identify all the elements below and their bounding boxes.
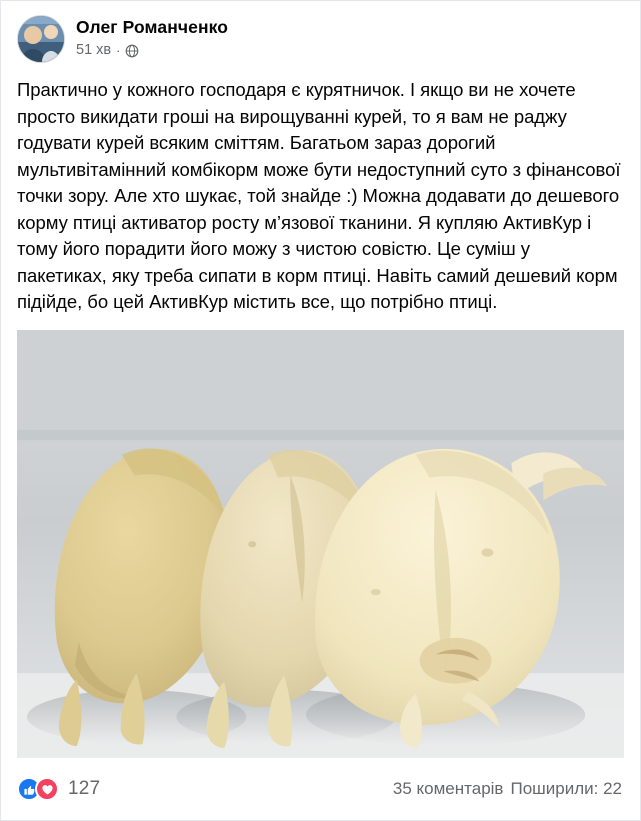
reaction-count: 127 bbox=[68, 778, 101, 799]
globe-icon[interactable] bbox=[125, 44, 139, 58]
reactions-summary[interactable] bbox=[17, 777, 100, 801]
post-image[interactable] bbox=[17, 330, 624, 759]
post-meta bbox=[76, 42, 228, 59]
post-text: Практично у кожного господаря є курятничок. І якщо ви не хочете просто викидати гроші на вирощуванні курей, то я вам не раджу годувати курей всяким сміттям. Багатьом зараз дорогий мультивітамінний комбікорм може бути недоступний суто з фінансової точки зору. Але хто шукає, той знайде :) Можна додавати до дешевого корму птиці активатор росту м’язової тканини. Я купляю АктивКур і тому його порадити його можу з чистою совістю. Це суміш у пакетиках, яку треба сипати в корм птиці. Навіть самий дешевий корм підійде, бо цей АктивКур містить все, що потрібно птиці. bbox=[17, 79, 626, 312]
post-timestamp[interactable]: 51 хв bbox=[76, 42, 112, 58]
meta-separator: · bbox=[116, 43, 121, 58]
comments-count[interactable]: 35 коментарів bbox=[392, 779, 504, 798]
shares-count[interactable]: Поширили: 22 bbox=[510, 779, 622, 798]
heart-icon bbox=[35, 777, 59, 801]
post-header bbox=[1, 1, 640, 63]
avatar-photo-icon bbox=[18, 16, 64, 62]
post-header-text bbox=[76, 15, 228, 59]
avatar[interactable] bbox=[17, 15, 65, 63]
author-name[interactable]: Олег Романченко bbox=[76, 17, 229, 37]
engagement-counts bbox=[393, 779, 622, 799]
post-photo-graphic bbox=[17, 330, 624, 759]
post-footer bbox=[1, 758, 640, 820]
